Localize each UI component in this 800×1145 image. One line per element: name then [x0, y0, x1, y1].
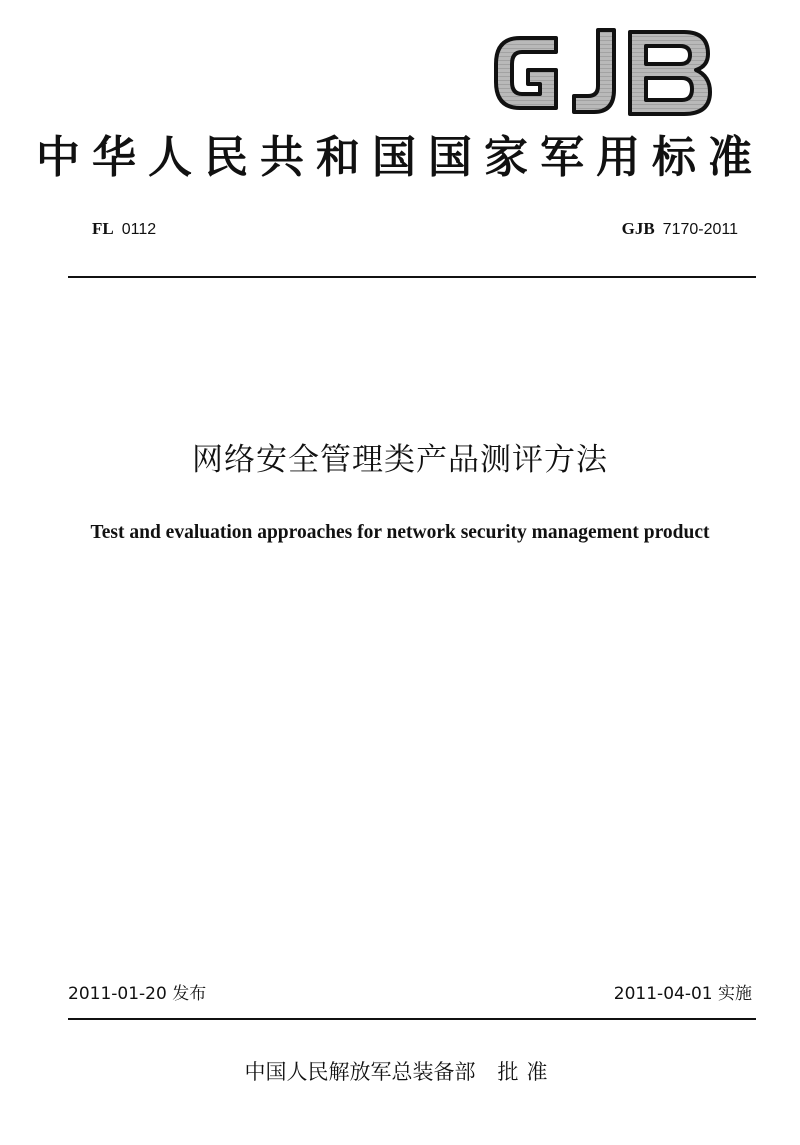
standard-number-value: 7170-2011 — [662, 221, 738, 238]
issuing-authority — [0, 1058, 800, 1086]
standard-number — [622, 218, 738, 241]
english-title: Test and evaluation approaches for network security management product — [90, 522, 710, 543]
main-title: 中华人民共和国国家军用标准 — [36, 132, 764, 183]
bottom-divider — [68, 1018, 756, 1020]
classification-code — [92, 218, 156, 241]
chinese-title: 网络安全管理类产品测评方法 — [192, 442, 608, 478]
approval-label: 批准 — [497, 1060, 556, 1084]
issue-date: 2011-01-20 发布 — [68, 984, 207, 1004]
issuer-name: 中国人民解放军总装备部 — [244, 1060, 476, 1084]
gjb-logo — [490, 24, 716, 120]
top-divider — [68, 276, 756, 278]
implementation-date: 2011-04-01 实施 — [613, 984, 752, 1004]
standard-prefix: GJB — [621, 219, 655, 238]
classification-number: 0112 — [121, 221, 157, 238]
classification-prefix: FL — [92, 219, 114, 238]
